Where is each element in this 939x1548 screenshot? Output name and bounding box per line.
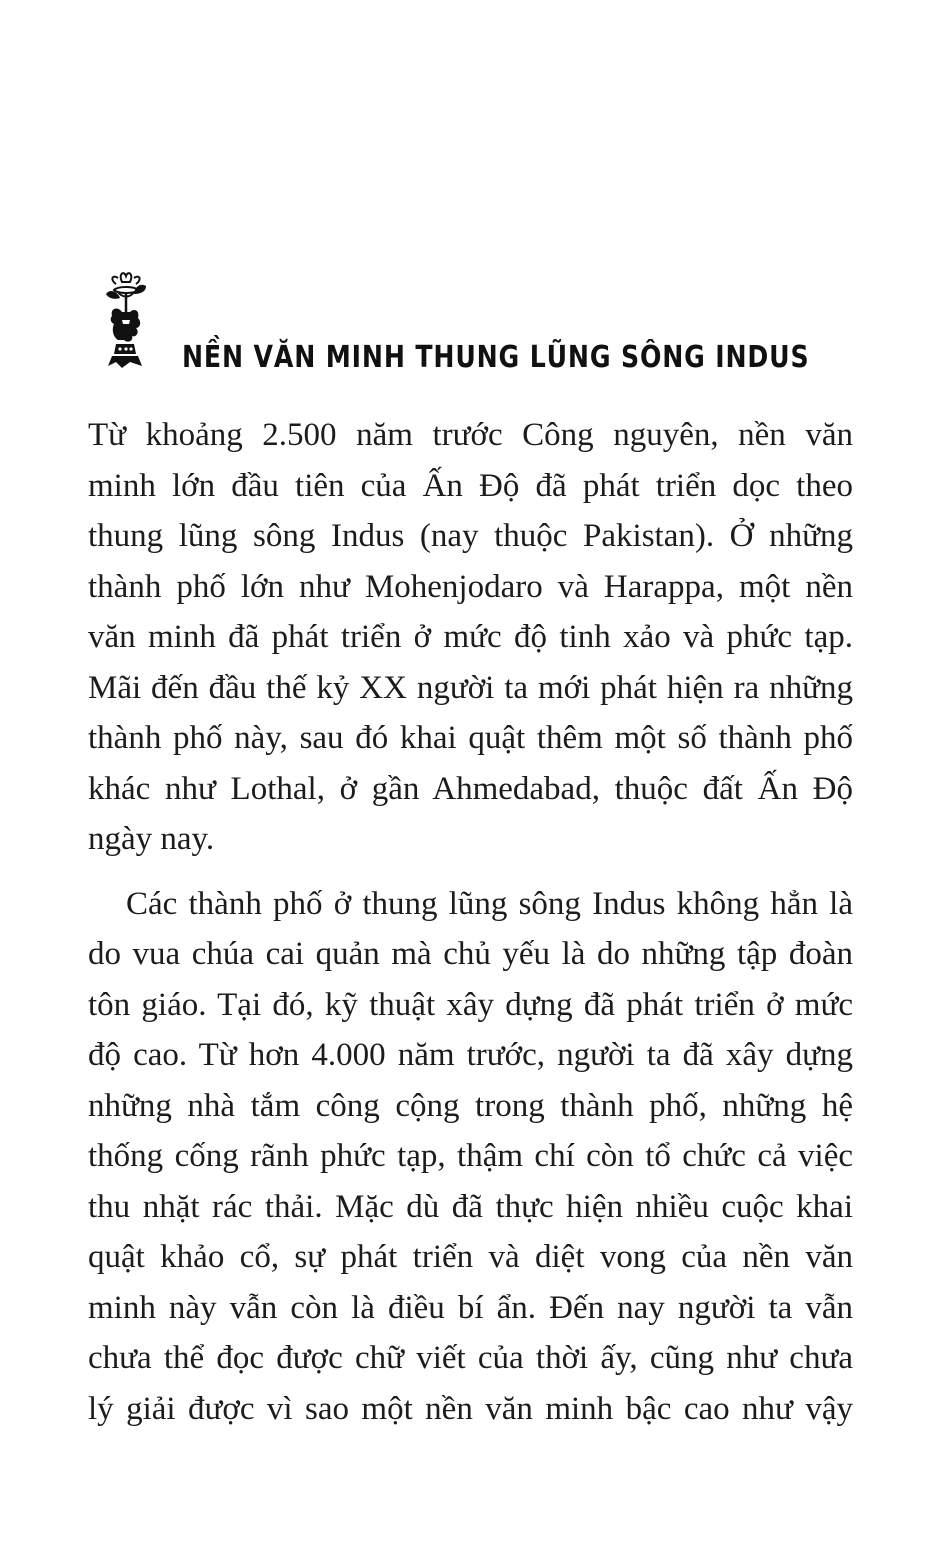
text-line: tôn giáo. Tại đó, kỹ thuật xây dựng đã phát triển ở mức bbox=[88, 986, 853, 1023]
article-body bbox=[88, 410, 853, 1434]
text-line: Từ khoảng 2.500 năm trước Công nguyên, nền văn bbox=[88, 417, 853, 453]
paragraph-1 bbox=[88, 410, 853, 865]
text-line: khác như Lothal, ở gần Ahmedabad, thuộc đất Ấn Độ bbox=[88, 770, 853, 807]
text-line: lý giải được vì sao một nền văn minh bậc cao như vậy bbox=[88, 1390, 853, 1427]
paragraph-2 bbox=[88, 879, 853, 1435]
text-line: những nhà tắm công cộng trong thành phố, những hệ bbox=[88, 1087, 853, 1124]
text-line: độ cao. Từ hơn 4.000 năm trước, người ta đã xây dựng bbox=[88, 1037, 853, 1073]
text-line: Mãi đến đầu thế kỷ XX người ta mới phát hiện ra những bbox=[88, 669, 853, 706]
text-line: ngày nay. bbox=[88, 821, 215, 857]
hand-holding-lotus-icon bbox=[100, 268, 152, 372]
text-line: chưa thể đọc được chữ viết của thời ấy, cũng như chưa bbox=[88, 1340, 853, 1376]
text-line: văn minh đã phát triển ở mức độ tinh xảo và phức tạp. bbox=[88, 619, 853, 655]
text-line: minh này vẫn còn là điều bí ẩn. Đến nay người ta vẫn bbox=[88, 1289, 853, 1326]
text-line: quật khảo cổ, sự phát triển và diệt vong của nền văn bbox=[88, 1239, 853, 1275]
section-title: NỀN VĂN MINH THUNG LŨNG SÔNG INDUS bbox=[182, 340, 810, 375]
text-line: thu nhặt rác thải. Mặc dù đã thực hiện nhiều cuộc khai bbox=[88, 1188, 853, 1225]
text-line: minh lớn đầu tiên của Ấn Độ đã phát triển dọc theo bbox=[88, 467, 853, 504]
text-line: thành phố này, sau đó khai quật thêm một số thành phố bbox=[88, 720, 853, 756]
section-heading bbox=[100, 268, 860, 388]
text-line: do vua chúa cai quản mà chủ yếu là do những tập đoàn bbox=[88, 936, 853, 972]
text-line: Các thành phố ở thung lũng sông Indus không hẳn là bbox=[126, 885, 853, 922]
text-line: thung lũng sông Indus (nay thuộc Pakistan). Ở những bbox=[88, 518, 853, 554]
text-line: thành phố lớn như Mohenjodaro và Harappa, một nền bbox=[88, 568, 853, 605]
text-line: thống cống rãnh phức tạp, thậm chí còn tổ chức cả việc bbox=[88, 1138, 853, 1174]
